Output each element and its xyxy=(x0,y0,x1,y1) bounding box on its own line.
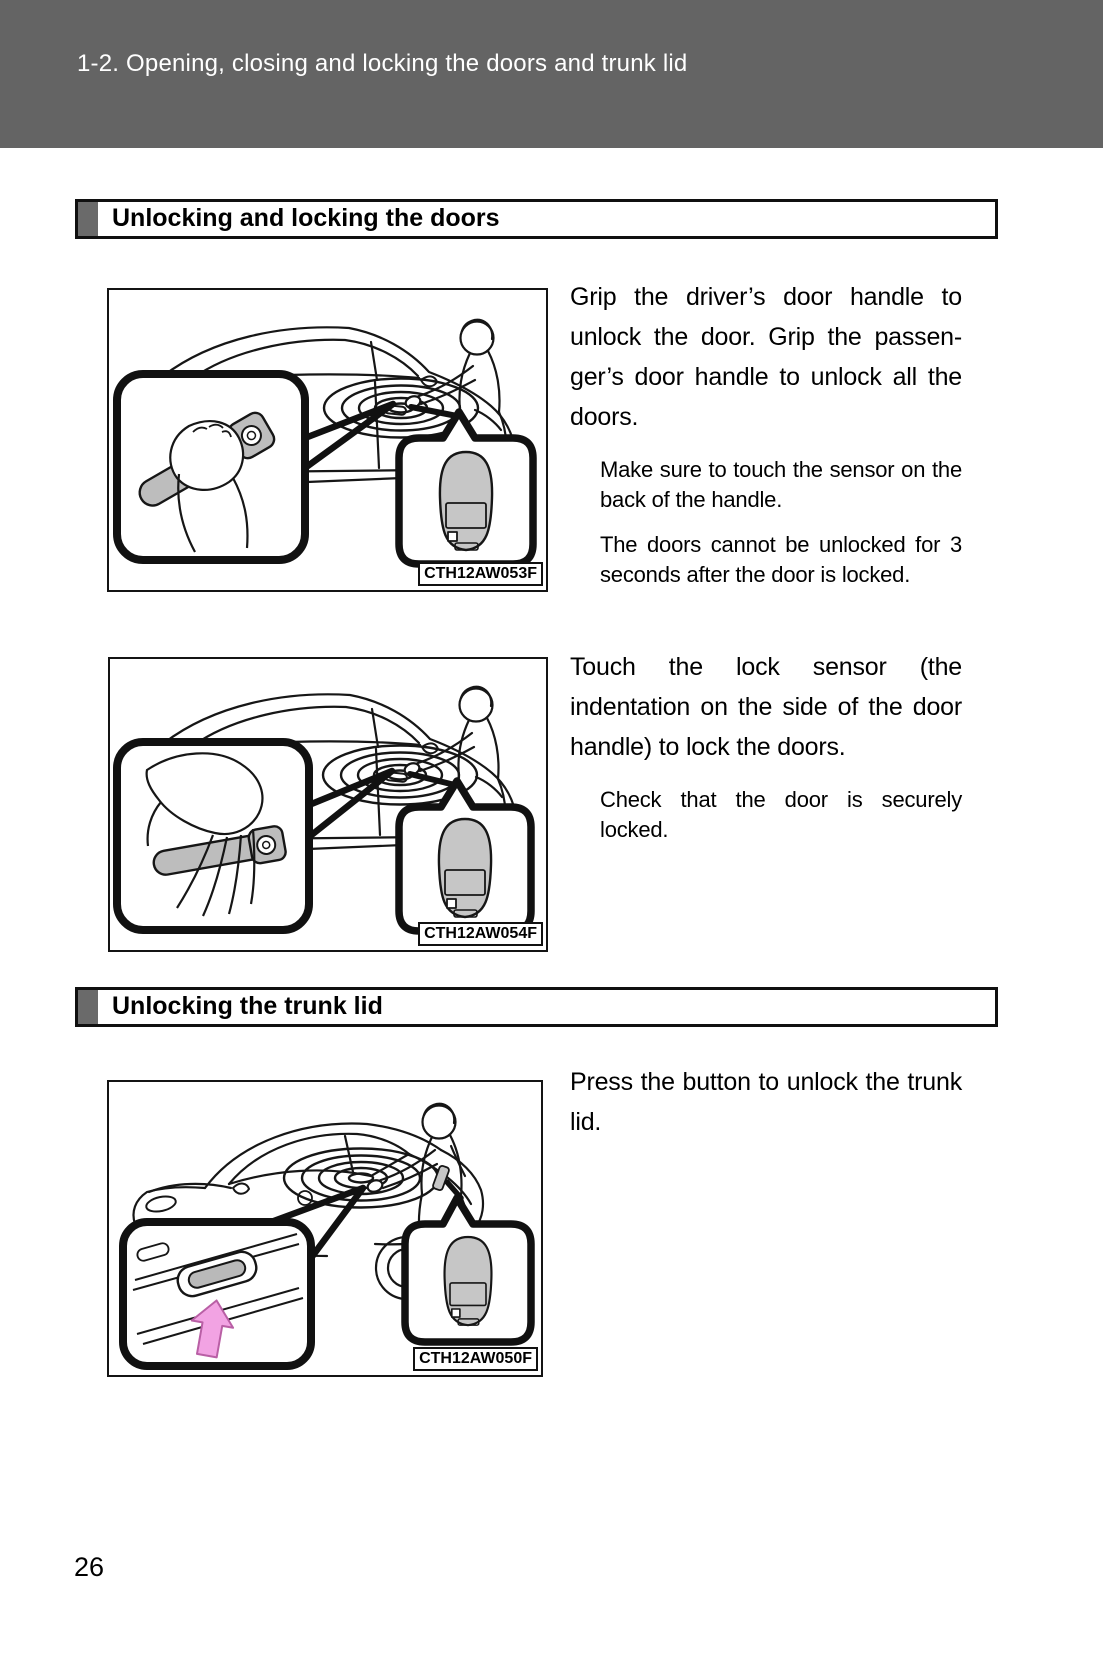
note: Make sure to touch the sensor on the back of the handle. xyxy=(600,457,962,512)
unlock-trunk-text xyxy=(570,1062,962,1142)
unlock-trunk-illustration xyxy=(109,1082,541,1375)
section-title: Unlocking and locking the doors xyxy=(112,204,500,232)
chapter-title: 1-2. Opening, closing and locking the doors and trunk lid xyxy=(77,50,688,77)
paragraph: Press the button to unlock the trunk lid. xyxy=(570,1068,962,1136)
figure-code-label: CTH12AW050F xyxy=(413,1347,538,1371)
section-header-unlocking-doors xyxy=(75,199,998,239)
paragraph: Grip the driver’s door handle to unlock the door. Grip the passen-ger’s door handle to unlock all the doors. xyxy=(570,283,962,431)
figure-code-label: CTH12AW053F xyxy=(418,562,543,586)
section-tab xyxy=(78,990,98,1024)
figure-lock-doors xyxy=(108,657,548,952)
lock-doors-illustration xyxy=(110,659,546,950)
section-header-unlocking-trunk xyxy=(75,987,998,1027)
key-fob-icon xyxy=(439,819,491,917)
key-fob-icon xyxy=(440,452,492,550)
figure-unlock-trunk xyxy=(107,1080,543,1377)
section-tab xyxy=(78,202,98,236)
lock-doors-text xyxy=(570,647,962,845)
note: The doors cannot be unlocked for 3 seconds after the door is locked. xyxy=(600,532,962,587)
signal-waves-icon xyxy=(284,1149,438,1208)
key-fob-icon xyxy=(445,1237,492,1325)
unlock-doors-illustration xyxy=(109,290,546,590)
figure-unlock-doors xyxy=(107,288,548,592)
page-number: 26 xyxy=(74,1552,105,1582)
note: Check that the door is securely locked. xyxy=(600,787,962,842)
unlock-doors-text xyxy=(570,277,962,590)
section-title: Unlocking the trunk lid xyxy=(112,992,383,1020)
figure-code-label: CTH12AW054F xyxy=(418,922,543,946)
paragraph: Touch the lock sensor (the indentation on the side of the door handle) to lock the doors. xyxy=(570,653,962,761)
chapter-header-band xyxy=(0,0,1103,148)
